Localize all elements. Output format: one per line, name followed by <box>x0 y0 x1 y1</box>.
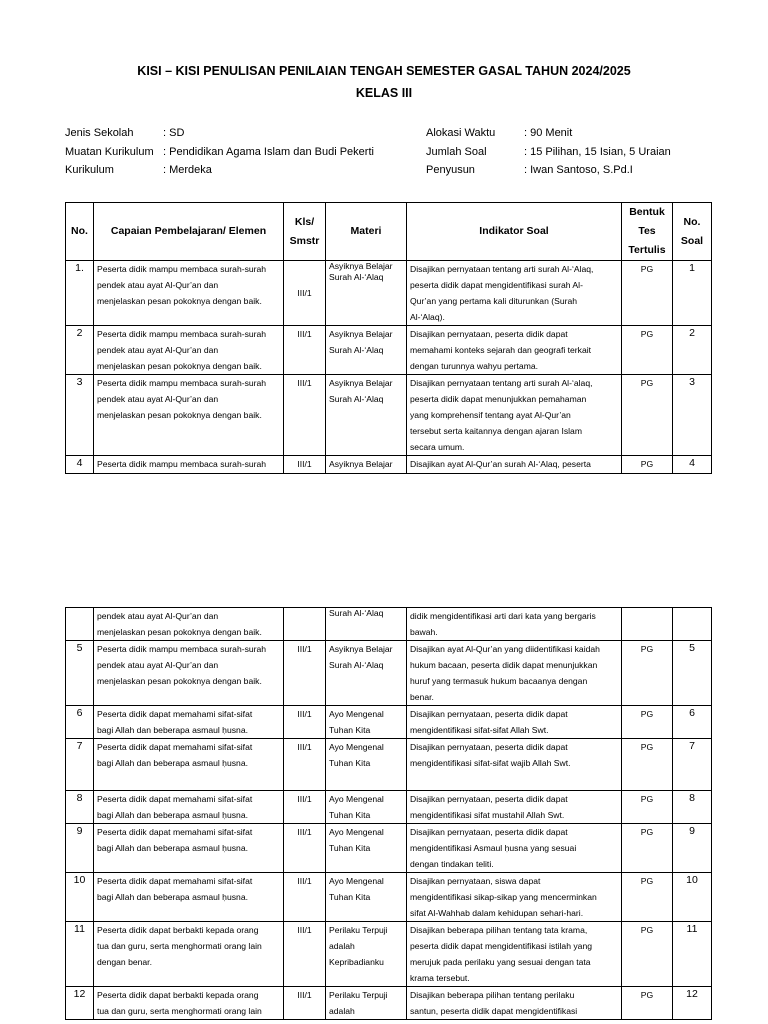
row-bentuk: PG <box>622 375 673 456</box>
table-row <box>66 739 712 791</box>
row-kls: III/1 <box>284 791 326 824</box>
row-no: 8 <box>66 791 94 824</box>
row-no: 2 <box>66 326 94 375</box>
row-capaian: Peserta didik mampu membaca surah-surah pendek atau ayat Al-Qur’an dan menjelaskan pesan pokoknya dengan baik. <box>94 375 284 456</box>
row-capaian: Peserta didik mampu membaca surah-surah pendek atau ayat Al-Qur’an dan menjelaskan pesan pokoknya dengan baik. <box>94 641 284 706</box>
row-indikator: Disajikan ayat Al-Qur’an surah Al-‘Alaq, peserta <box>407 456 622 474</box>
info-value: : Pendidikan Agama Islam dan Budi Pekerti <box>163 146 374 158</box>
table-row <box>66 922 712 987</box>
document-subtitle-class: KELAS III <box>355 86 413 100</box>
row-no: 11 <box>66 922 94 987</box>
row-bentuk: PG <box>622 456 673 474</box>
row-bentuk: PG <box>622 791 673 824</box>
row-materi: Ayo Mengenal Tuhan Kita <box>326 824 407 873</box>
row-indikator: Disajikan pernyataan, peserta didik dapat mengidentifikasi sifat-sifat Allah Swt. <box>407 706 622 739</box>
row-materi: Ayo Mengenal Tuhan Kita <box>326 791 407 824</box>
row-no-soal: 9 <box>673 824 712 873</box>
info-value: : 15 Pilihan, 15 Isian, 5 Uraian <box>524 146 671 158</box>
row-kls: III/1 <box>284 987 326 1020</box>
row-capaian: Peserta didik dapat memahami sifat-sifat bagi Allah dan beberapa asmaul ḥusna. <box>94 706 284 739</box>
row-kls: III/1 <box>284 375 326 456</box>
info-right-block <box>426 127 726 187</box>
row-materi: Ayo Mengenal Tuhan Kita <box>326 739 407 791</box>
row-no: 12 <box>66 987 94 1020</box>
kisi-table-page2 <box>65 607 712 1020</box>
table-row <box>66 261 712 326</box>
row-kls: III/1 <box>284 326 326 375</box>
row-no-soal: 6 <box>673 706 712 739</box>
row-no-soal: 12 <box>673 987 712 1020</box>
header-bentuk: Bentuk Tes Tertulis <box>622 203 673 261</box>
table-row <box>66 641 712 706</box>
row-no-soal: 1 <box>673 261 712 326</box>
table-row <box>66 987 712 1020</box>
table-row <box>66 791 712 824</box>
row-materi: Perilaku Terpuji adalah Kepribadianku <box>326 922 407 987</box>
row-bentuk: PG <box>622 824 673 873</box>
row-indikator: Disajikan pernyataan, peserta didik dapat mengidentifikasi Asmaul ḥusna yang sesuai dengan tindakan teliti. <box>407 824 622 873</box>
row-no-soal: 3 <box>673 375 712 456</box>
row-capaian: Peserta didik dapat memahami sifat-sifat bagi Allah dan beberapa asmaul ḥusna. <box>94 873 284 922</box>
row-no: 3 <box>66 375 94 456</box>
row-indikator: didik mengidentifikasi arti dari kata yang bergaris bawah. <box>407 608 622 641</box>
row-bentuk: PG <box>622 326 673 375</box>
row-materi: Asyiknya Belajar Surah Al-‘Alaq <box>326 641 407 706</box>
row-capaian: Peserta didik dapat berbakti kepada orang tua dan guru, serta menghormati orang lain <box>94 987 284 1020</box>
info-label: Penyusun <box>426 164 475 176</box>
row-materi: Ayo Mengenal Tuhan Kita <box>326 873 407 922</box>
header-materi: Materi <box>326 203 407 261</box>
header-no-soal: No. Soal <box>673 203 712 261</box>
row-no: 7 <box>66 739 94 791</box>
table-row <box>66 456 712 474</box>
header-capaian: Capaian Pembelajaran/ Elemen <box>94 203 284 261</box>
header-indikator: Indikator Soal <box>407 203 622 261</box>
row-bentuk: PG <box>622 987 673 1020</box>
header-no: No. <box>66 203 94 261</box>
info-value: : Iwan Santoso, S.Pd.I <box>524 164 633 176</box>
table-row <box>66 706 712 739</box>
row-no: 5 <box>66 641 94 706</box>
row-no: 9 <box>66 824 94 873</box>
table-row <box>66 375 712 456</box>
row-capaian: Peserta didik dapat memahami sifat-sifat bagi Allah dan beberapa asmaul ḥusna. <box>94 791 284 824</box>
row-bentuk: PG <box>622 261 673 326</box>
row-materi: Perilaku Terpuji adalah <box>326 987 407 1020</box>
row-no-soal: 4 <box>673 456 712 474</box>
row-capaian: Peserta didik mampu membaca surah-surah pendek atau ayat Al-Qur’an dan menjelaskan pesan pokoknya dengan baik. <box>94 261 284 326</box>
row-no-soal <box>673 608 712 641</box>
row-kls: III/1 <box>284 922 326 987</box>
table-row <box>66 824 712 873</box>
row-indikator: Disajikan pernyataan, peserta didik dapat mengidentifikasi sifat mustahil Allah Swt. <box>407 791 622 824</box>
row-no: 10 <box>66 873 94 922</box>
row-no-soal: 5 <box>673 641 712 706</box>
row-indikator: Disajikan beberapa pilihan tentang perilaku santun, peserta didik dapat mengidentifikasi <box>407 987 622 1020</box>
document-title: KISI – KISI PENULISAN PENILAIAN TENGAH SEMESTER GASAL TAHUN 2024/2025 <box>137 64 631 78</box>
row-capaian: Peserta didik mampu membaca surah-surah pendek atau ayat Al-Qur’an dan menjelaskan pesan pokoknya dengan baik. <box>94 326 284 375</box>
row-no-soal: 8 <box>673 791 712 824</box>
row-capaian: Peserta didik dapat berbakti kepada orang tua dan guru, serta menghormati orang lain dengan benar. <box>94 922 284 987</box>
row-bentuk: PG <box>622 873 673 922</box>
row-kls: III/1 <box>284 456 326 474</box>
row-capaian: pendek atau ayat Al-Qur’an dan menjelaskan pesan pokoknya dengan baik. <box>94 608 284 641</box>
table-header-row <box>66 203 712 261</box>
header-kls-smstr: Kls/ Smstr <box>284 203 326 261</box>
row-materi: Asyiknya Belajar Surah Al-‘Alaq <box>326 375 407 456</box>
row-kls: III/1 <box>284 641 326 706</box>
row-bentuk: PG <box>622 706 673 739</box>
info-value: : Merdeka <box>163 164 212 176</box>
row-indikator: Disajikan pernyataan tentang arti surah Al-‘alaq, peserta didik dapat menunjukkan pemahaman yang komprehensif tentang ayat Al-Qur’an tersebut serta kaitannya dengan ajaran Islam secara umum. <box>407 375 622 456</box>
row-bentuk: PG <box>622 922 673 987</box>
row-kls <box>284 608 326 641</box>
row-bentuk: PG <box>622 641 673 706</box>
row-no-soal: 7 <box>673 739 712 791</box>
row-indikator: Disajikan ayat Al-Qur’an yang diidentifikasi kaidah hukum bacaan, peserta didik dapat menunjukkan huruf yang termasuk hukum bacaanya dengan benar. <box>407 641 622 706</box>
row-materi: Ayo Mengenal Tuhan Kita <box>326 706 407 739</box>
kisi-table-page1 <box>65 202 712 474</box>
row-no-soal: 11 <box>673 922 712 987</box>
row-no: 6 <box>66 706 94 739</box>
row-kls: III/1 <box>284 824 326 873</box>
table-row <box>66 608 712 641</box>
row-indikator: Disajikan pernyataan, peserta didik dapat mengidentifikasi sifat-sifat wajib Allah Swt. <box>407 739 622 791</box>
info-label: Jumlah Soal <box>426 146 487 158</box>
row-bentuk: PG <box>622 739 673 791</box>
row-materi: Asyiknya Belajar <box>326 456 407 474</box>
row-no <box>66 608 94 641</box>
row-capaian: Peserta didik dapat memahami sifat-sifat bagi Allah dan beberapa asmaul ḥusna. <box>94 739 284 791</box>
row-no: 4 <box>66 456 94 474</box>
row-bentuk <box>622 608 673 641</box>
row-kls: III/1 <box>284 739 326 791</box>
info-label: Muatan Kurikulum <box>65 146 154 158</box>
row-no-soal: 2 <box>673 326 712 375</box>
row-kls: III/1 <box>284 261 326 326</box>
row-indikator: Disajikan pernyataan, siswa dapat mengidentifikasi sikap-sikap yang mencerminkan sifat Al-Wahhab dalam kehidupan sehari-hari. <box>407 873 622 922</box>
table-row <box>66 326 712 375</box>
row-materi: Asyiknya Belajar Surah Al-‘Alaq <box>326 326 407 375</box>
row-no: 1. <box>66 261 94 326</box>
info-label: Alokasi Waktu <box>426 127 496 139</box>
info-left-block <box>65 127 405 187</box>
row-kls: III/1 <box>284 873 326 922</box>
info-value: : SD <box>163 127 185 139</box>
info-value: : 90 Menit <box>524 127 573 139</box>
row-indikator: Disajikan pernyataan tentang arti surah Al-‘Alaq, peserta didik dapat mengidentifikasi surah Al- Qur’an yang pertama kali diturunkan (Surah Al-‘Alaq). <box>407 261 622 326</box>
row-indikator: Disajikan beberapa pilihan tentang tata krama, peserta didik dapat mengidentifikasi istilah yang merujuk pada perilaku yang sesuai dengan tata krama tersebut. <box>407 922 622 987</box>
row-kls: III/1 <box>284 706 326 739</box>
row-capaian: Peserta didik dapat memahami sifat-sifat bagi Allah dan beberapa asmaul ḥusna. <box>94 824 284 873</box>
row-materi: Surah Al-‘Alaq <box>326 608 407 641</box>
info-label: Jenis Sekolah <box>65 127 134 139</box>
row-indikator: Disajikan pernyataan, peserta didik dapat memahami konteks sejarah dan geografi terkait dengan turunnya wahyu pertama. <box>407 326 622 375</box>
row-capaian: Peserta didik mampu membaca surah-surah <box>94 456 284 474</box>
table-row <box>66 873 712 922</box>
info-label: Kurikulum <box>65 164 114 176</box>
row-materi: Asyiknya Belajar Surah Al-‘Alaq <box>326 261 407 326</box>
row-no-soal: 10 <box>673 873 712 922</box>
